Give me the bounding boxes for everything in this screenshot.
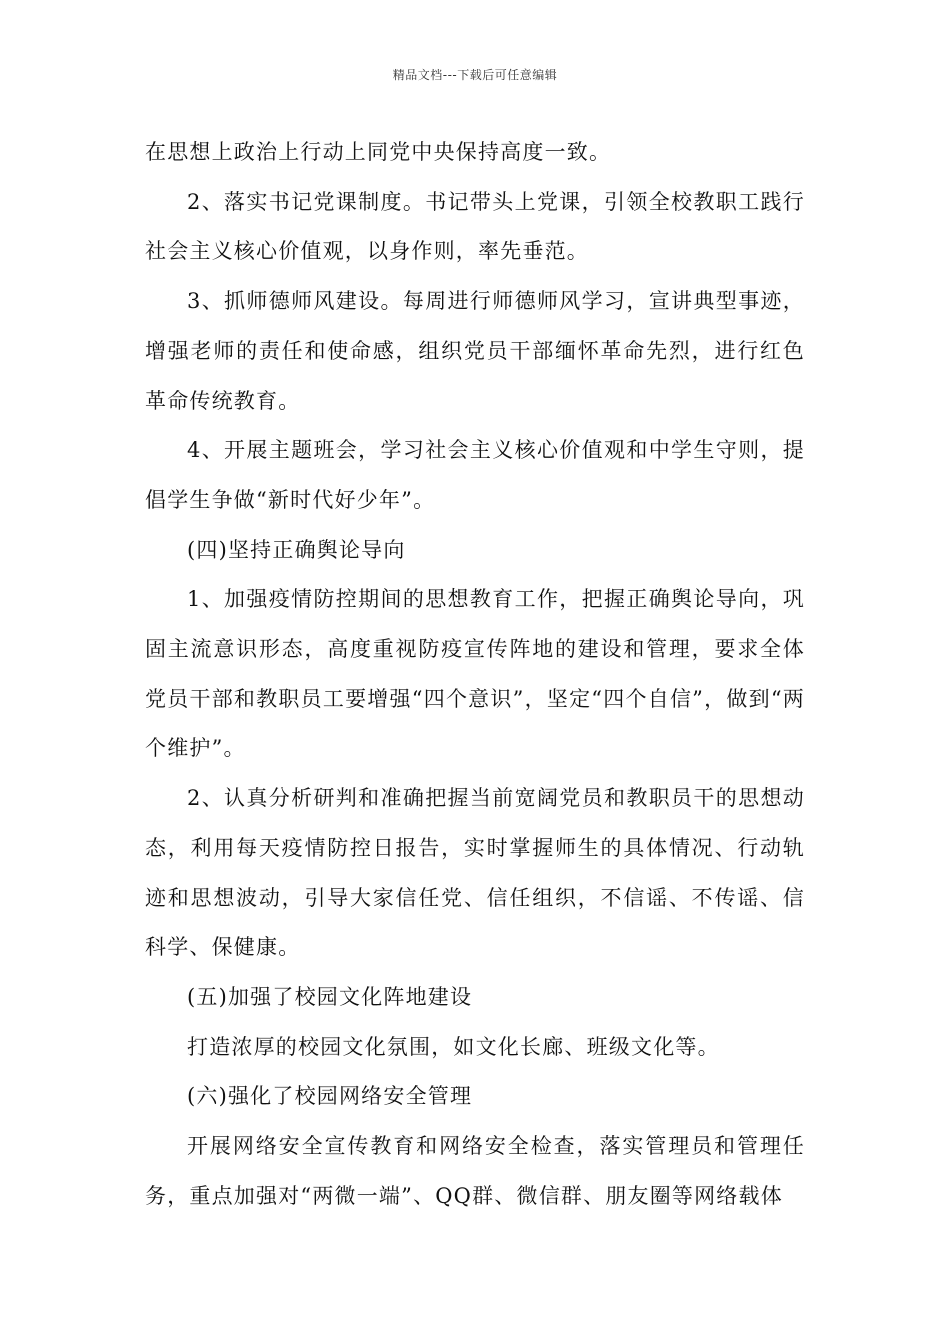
- document-body: [145, 128, 805, 1221]
- section-heading-6: (六)强化了校园网络安全管理: [187, 1084, 473, 1109]
- paragraph-6: 1、加强疫情防控期间的思想教育工作，把握正确舆论导向，巩固主流意识形态，高度重视防疫宣传阵地的建设和管理，要求全体党员干部和教职员工要增强“四个意识”，坚定“四个自信”，做到“两个维护”。: [145, 587, 805, 761]
- paragraph-7: 2、认真分析研判和准确把握当前宽阔党员和教职员干的思想动态，利用每天疫情防控日报告，实时掌握师生的具体情况、行动轨迹和思想波动，引导大家信任党、信任组织，不信谣、不传谣、信科学、保健康。: [145, 786, 805, 960]
- paragraph-3: 3、抓师德师风建设。每周进行师德师风学习，宣讲典型事迹，增强老师的责任和使命感，组织党员干部缅怀革命先烈，进行红色革命传统教育。: [145, 289, 805, 413]
- paragraph-2: 2、落实书记党课制度。书记带头上党课，引领全校教职工践行社会主义核心价值观，以身作则，率先垂范。: [145, 189, 805, 264]
- paragraph-4: 4、开展主题班会，学习社会主义核心价值观和中学生守则，提倡学生争做“新时代好少年”。: [145, 438, 805, 512]
- paragraph-9: 打造浓厚的校园文化氛围，如文化长廊、班级文化等。: [187, 1034, 720, 1059]
- paragraph-11: 开展网络安全宣传教育和网络安全检查，落实管理员和管理任务，重点加强对“两微一端”、QQ群、微信群、朋友圈等网络载体: [145, 1134, 805, 1208]
- page-header: 精品文档---下载后可任意编辑: [392, 68, 558, 82]
- section-heading-5: (五)加强了校园文化阵地建设: [187, 984, 473, 1009]
- section-heading-4: (四)坚持正确舆论导向: [187, 537, 406, 562]
- paragraph-1: 在思想上政治上行动上同党中央保持高度一致。: [145, 140, 612, 164]
